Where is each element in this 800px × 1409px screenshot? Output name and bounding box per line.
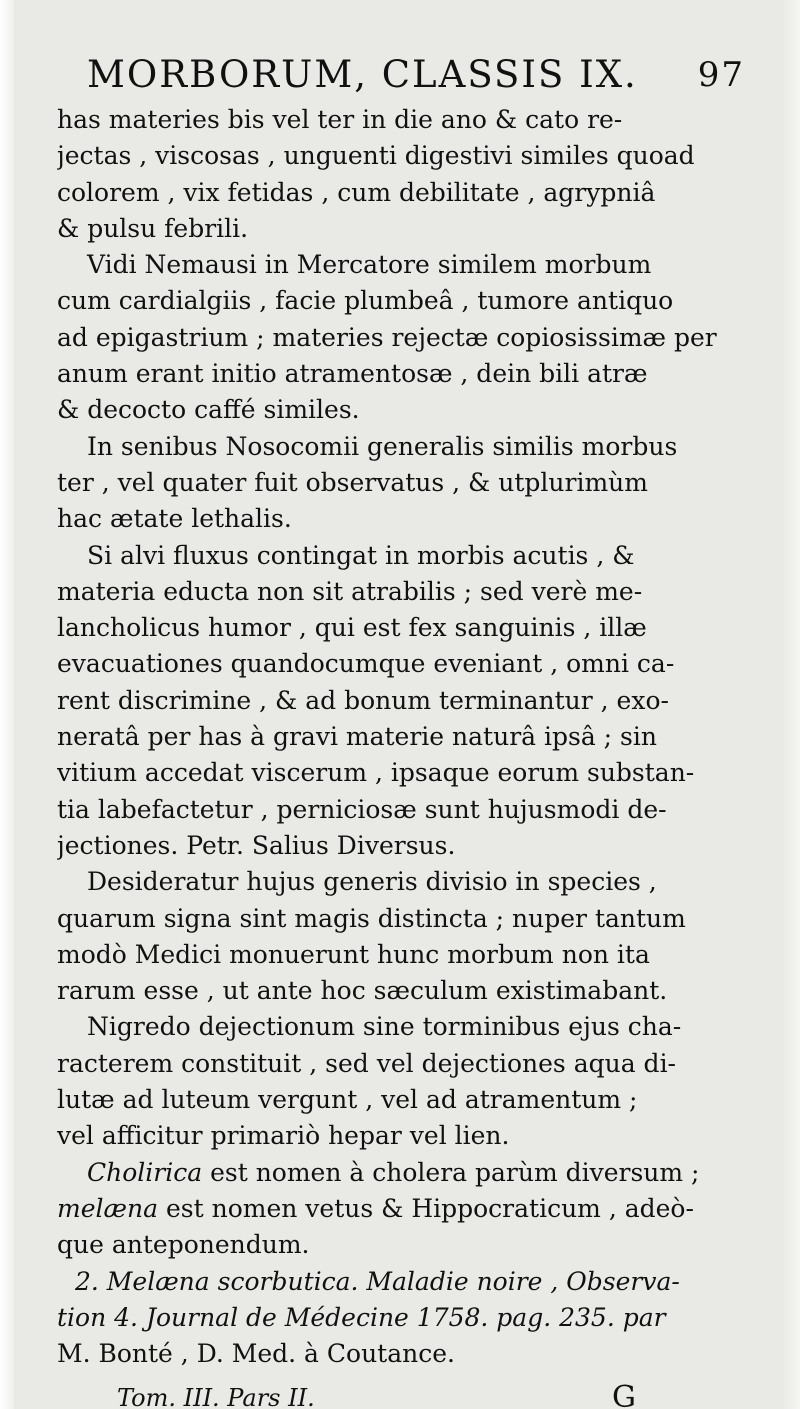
- reference-line: M. Bonté , D. Med. à Coutance.: [57, 1339, 455, 1369]
- text-line: has materies bis vel ter in die ano & cato re-: [57, 105, 623, 134]
- running-title: MORBORUM, CLASSIS IX.: [87, 53, 638, 96]
- text-line: quarum signa sint magis distincta ; nuper tantum: [57, 903, 686, 933]
- text-line: jectiones. Petr. Salius Diversus.: [57, 830, 456, 860]
- text-line: vitium accedat viscerum , ipsaque eorum substan-: [57, 758, 695, 788]
- page-edge-left: [0, 0, 14, 1409]
- italic-term-cholirica: Cholirica: [87, 1157, 203, 1187]
- text-block: [57, 48, 757, 1409]
- text-line: evacuationes quandocumque eveniant , omni ca-: [57, 649, 675, 679]
- text-line: tia labefactetur , perniciosæ sunt hujusmodi de-: [57, 794, 667, 824]
- page-edge-right: [782, 0, 800, 1409]
- running-head: [57, 48, 757, 102]
- text-line: materia educta non sit atrabilis ; sed verè me-: [57, 576, 643, 606]
- text-line: neratâ per has à gravi materie naturâ ipsâ ; sin: [57, 722, 657, 752]
- text-line: rent discrimine , & ad bonum terminantur , exo-: [57, 685, 669, 715]
- paragraph-start: In senibus Nosocomii generalis similis morbus: [87, 431, 678, 461]
- text-line: colorem , vix fetidas , cum debilitate , agrypniâ: [57, 177, 656, 207]
- text-line: lancholicus humor , qui est fex sanguinis , illæ: [57, 613, 647, 643]
- paragraph-start: Desideratur hujus generis divisio in species ,: [87, 867, 657, 897]
- page-footer: [57, 1378, 757, 1409]
- volume-marker: Tom. III. Pars II.: [117, 1384, 315, 1409]
- text-line: racterem constituit , sed vel dejectiones aqua di-: [57, 1048, 677, 1078]
- reference-start: 2. Melæna scorbutica. Maladie noire , Observa-: [75, 1266, 680, 1296]
- signature-mark: G: [612, 1380, 636, 1409]
- paragraph-start: Nigredo dejectionum sine torminibus ejus cha-: [87, 1012, 682, 1042]
- text-line: anum erant initio atramentosæ , dein bili atræ: [57, 359, 648, 389]
- text-line: hac ætate lethalis.: [57, 504, 292, 534]
- text-line: rarum esse , ut ante hoc sæculum existimabant.: [57, 976, 668, 1006]
- text-segment: est nomen à cholera parùm diversum ;: [210, 1157, 700, 1187]
- text-line: que anteponendum.: [57, 1230, 310, 1260]
- paragraph-start: Si alvi fluxus contingat in morbis acutis , &: [87, 540, 635, 570]
- text-line: & decocto caffé similes.: [57, 395, 360, 425]
- text-segment: est nomen vetus & Hippocraticum , adeò-: [165, 1193, 694, 1223]
- text-line: lutæ ad luteum vergunt , vel ad atramentum ;: [57, 1085, 638, 1115]
- paragraph-start: Vidi Nemausi in Mercatore similem morbum: [87, 250, 652, 280]
- text-line: modò Medici monuerunt hunc morbum non ita: [57, 939, 650, 969]
- text-line: jectas , viscosas , unguenti digestivi similes quoad: [57, 141, 695, 171]
- text-line: cum cardialgiis , facie plumbeâ , tumore antiquo: [57, 286, 674, 316]
- text-line: ter , vel quater fuit observatus , & utplurimùm: [57, 467, 648, 497]
- page-number: 97: [697, 55, 745, 95]
- text-line: ad epigastrium ; materies rejectæ copiosissimæ per: [57, 322, 717, 352]
- text-line: vel afficitur primariò hepar vel lien.: [57, 1121, 510, 1151]
- italic-term-melaena: melæna: [57, 1193, 159, 1223]
- text-line: [57, 1191, 757, 1227]
- paragraph-start: [57, 1155, 757, 1191]
- reference-line: tion 4. Journal de Médecine 1758. pag. 235. par: [57, 1302, 666, 1332]
- text-line: & pulsu febrili.: [57, 213, 249, 243]
